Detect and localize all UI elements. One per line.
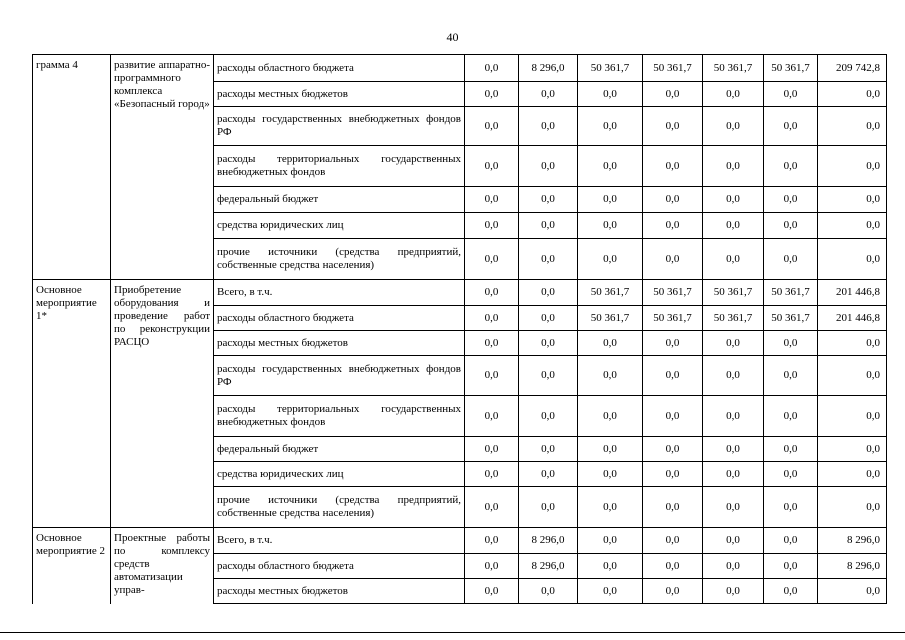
year-value-cell: 0,0 — [465, 528, 519, 554]
total-cell: 201 446,8 — [818, 280, 887, 306]
year-value-cell: 0,0 — [578, 356, 643, 396]
year-value-cell: 0,0 — [764, 528, 818, 554]
total-cell: 8 296,0 — [818, 528, 887, 554]
year-value-cell: 0,0 — [578, 187, 643, 213]
year-value-cell: 0,0 — [465, 239, 519, 280]
year-value-cell: 0,0 — [519, 462, 578, 487]
year-value-cell: 0,0 — [643, 396, 703, 437]
year-value-cell: 0,0 — [703, 462, 764, 487]
year-value-cell: 50 361,7 — [703, 55, 764, 82]
year-value-cell: 0,0 — [643, 554, 703, 579]
year-value-cell: 0,0 — [703, 554, 764, 579]
year-value-cell: 0,0 — [703, 528, 764, 554]
year-value-cell: 0,0 — [465, 306, 519, 331]
year-value-cell: 0,0 — [465, 82, 519, 107]
year-value-cell: 50 361,7 — [764, 280, 818, 306]
year-value-cell: 0,0 — [465, 437, 519, 462]
total-cell: 201 446,8 — [818, 306, 887, 331]
budget-table — [32, 54, 887, 604]
page-number: 40 — [446, 30, 459, 44]
year-value-cell: 50 361,7 — [578, 55, 643, 82]
year-value-cell: 0,0 — [764, 462, 818, 487]
year-value-cell: 0,0 — [465, 146, 519, 187]
year-value-cell: 0,0 — [519, 146, 578, 187]
year-value-cell: 0,0 — [764, 82, 818, 107]
year-value-cell: 0,0 — [764, 396, 818, 437]
table-row — [33, 55, 887, 82]
year-value-cell: 0,0 — [519, 82, 578, 107]
year-value-cell: 0,0 — [764, 356, 818, 396]
year-value-cell: 0,0 — [578, 579, 643, 604]
total-cell: 0,0 — [818, 462, 887, 487]
year-value-cell: 0,0 — [578, 462, 643, 487]
year-value-cell: 8 296,0 — [519, 528, 578, 554]
total-cell: 0,0 — [818, 107, 887, 146]
year-value-cell: 0,0 — [703, 579, 764, 604]
year-value-cell: 50 361,7 — [764, 55, 818, 82]
table-row — [33, 528, 887, 554]
year-value-cell: 50 361,7 — [764, 306, 818, 331]
year-value-cell: 0,0 — [643, 187, 703, 213]
year-value-cell: 0,0 — [643, 487, 703, 528]
year-value-cell: 0,0 — [764, 554, 818, 579]
funding-source: расходы территориальных государственных внебюджетных фондов — [214, 396, 465, 437]
year-value-cell: 0,0 — [643, 146, 703, 187]
year-value-cell: 0,0 — [519, 306, 578, 331]
total-cell: 0,0 — [818, 213, 887, 239]
year-value-cell: 0,0 — [578, 396, 643, 437]
year-value-cell: 0,0 — [764, 213, 818, 239]
year-value-cell: 0,0 — [764, 107, 818, 146]
year-value-cell: 0,0 — [703, 396, 764, 437]
year-value-cell: 0,0 — [703, 356, 764, 396]
year-value-cell: 0,0 — [519, 213, 578, 239]
year-value-cell: 0,0 — [578, 331, 643, 356]
year-value-cell: 0,0 — [703, 487, 764, 528]
total-cell: 0,0 — [818, 356, 887, 396]
measure-description: Приобретение оборудования и проведение работ по реконструкции РАСЦО — [111, 280, 214, 528]
funding-source: расходы местных бюджетов — [214, 331, 465, 356]
year-value-cell: 0,0 — [764, 579, 818, 604]
year-value-cell: 0,0 — [519, 396, 578, 437]
year-value-cell: 0,0 — [703, 213, 764, 239]
year-value-cell: 0,0 — [519, 107, 578, 146]
total-cell: 0,0 — [818, 187, 887, 213]
year-value-cell: 0,0 — [465, 187, 519, 213]
measure-label: грамма 4 — [33, 55, 111, 280]
year-value-cell: 0,0 — [519, 356, 578, 396]
year-value-cell: 0,0 — [703, 82, 764, 107]
year-value-cell: 0,0 — [465, 554, 519, 579]
year-value-cell: 0,0 — [578, 554, 643, 579]
year-value-cell: 50 361,7 — [703, 306, 764, 331]
funding-source: расходы областного бюджета — [214, 55, 465, 82]
year-value-cell: 0,0 — [643, 82, 703, 107]
year-value-cell: 0,0 — [465, 396, 519, 437]
year-value-cell: 0,0 — [643, 579, 703, 604]
year-value-cell: 0,0 — [643, 107, 703, 146]
year-value-cell: 0,0 — [519, 579, 578, 604]
year-value-cell: 0,0 — [764, 331, 818, 356]
year-value-cell: 0,0 — [643, 213, 703, 239]
year-value-cell: 50 361,7 — [643, 55, 703, 82]
year-value-cell: 0,0 — [764, 187, 818, 213]
funding-source: расходы государственных внебюджетных фондов РФ — [214, 107, 465, 146]
year-value-cell: 0,0 — [465, 331, 519, 356]
year-value-cell: 0,0 — [578, 487, 643, 528]
funding-source: прочие источники (средства предприятий, собственные средства населения) — [214, 239, 465, 280]
year-value-cell: 0,0 — [578, 239, 643, 280]
funding-source: расходы местных бюджетов — [214, 82, 465, 107]
scan-edge-line — [0, 632, 905, 633]
measure-label: Основное мероприятие 1* — [33, 280, 111, 528]
total-cell: 0,0 — [818, 331, 887, 356]
total-cell: 0,0 — [818, 437, 887, 462]
year-value-cell: 0,0 — [578, 437, 643, 462]
year-value-cell: 0,0 — [465, 579, 519, 604]
year-value-cell: 0,0 — [465, 487, 519, 528]
funding-source: прочие источники (средства предприятий, собственные средства населения) — [214, 487, 465, 528]
total-cell: 0,0 — [818, 487, 887, 528]
page-frame-right — [886, 54, 887, 600]
year-value-cell: 0,0 — [764, 239, 818, 280]
total-cell: 209 742,8 — [818, 55, 887, 82]
funding-source: федеральный бюджет — [214, 437, 465, 462]
funding-source: расходы государственных внебюджетных фондов РФ — [214, 356, 465, 396]
measure-description: Проектные работы по комплексу средств автоматизации управ- — [111, 528, 214, 604]
year-value-cell: 0,0 — [703, 187, 764, 213]
year-value-cell: 0,0 — [703, 331, 764, 356]
year-value-cell: 50 361,7 — [703, 280, 764, 306]
funding-source: расходы территориальных государственных внебюджетных фондов — [214, 146, 465, 187]
year-value-cell: 0,0 — [465, 213, 519, 239]
year-value-cell: 0,0 — [519, 239, 578, 280]
year-value-cell: 0,0 — [703, 239, 764, 280]
year-value-cell: 0,0 — [703, 437, 764, 462]
year-value-cell: 50 361,7 — [643, 306, 703, 331]
funding-source: Всего, в т.ч. — [214, 528, 465, 554]
funding-source: федеральный бюджет — [214, 187, 465, 213]
year-value-cell: 0,0 — [643, 462, 703, 487]
year-value-cell: 0,0 — [578, 528, 643, 554]
year-value-cell: 0,0 — [703, 146, 764, 187]
year-value-cell: 0,0 — [519, 437, 578, 462]
total-cell: 0,0 — [818, 82, 887, 107]
year-value-cell: 0,0 — [643, 528, 703, 554]
year-value-cell: 0,0 — [764, 146, 818, 187]
year-value-cell: 50 361,7 — [578, 280, 643, 306]
total-cell: 0,0 — [818, 146, 887, 187]
year-value-cell: 0,0 — [519, 280, 578, 306]
funding-source: средства юридических лиц — [214, 462, 465, 487]
year-value-cell: 0,0 — [578, 82, 643, 107]
measure-label: Основное мероприятие 2 — [33, 528, 111, 604]
year-value-cell: 8 296,0 — [519, 55, 578, 82]
total-cell: 0,0 — [818, 239, 887, 280]
funding-source: Всего, в т.ч. — [214, 280, 465, 306]
table-row — [33, 280, 887, 306]
year-value-cell: 0,0 — [519, 487, 578, 528]
year-value-cell: 0,0 — [465, 107, 519, 146]
year-value-cell: 0,0 — [519, 187, 578, 213]
measure-description: развитие аппаратно-программного комплекса «Безопасный город» — [111, 55, 214, 280]
year-value-cell: 0,0 — [578, 146, 643, 187]
year-value-cell: 0,0 — [465, 356, 519, 396]
funding-source: расходы областного бюджета — [214, 554, 465, 579]
year-value-cell: 0,0 — [465, 462, 519, 487]
funding-source: средства юридических лиц — [214, 213, 465, 239]
year-value-cell: 0,0 — [643, 331, 703, 356]
year-value-cell: 0,0 — [764, 437, 818, 462]
year-value-cell: 0,0 — [643, 356, 703, 396]
year-value-cell: 0,0 — [465, 280, 519, 306]
year-value-cell: 0,0 — [578, 107, 643, 146]
year-value-cell: 0,0 — [764, 487, 818, 528]
year-value-cell: 0,0 — [578, 213, 643, 239]
funding-source: расходы областного бюджета — [214, 306, 465, 331]
year-value-cell: 50 361,7 — [643, 280, 703, 306]
total-cell: 8 296,0 — [818, 554, 887, 579]
budget-table-body — [33, 55, 887, 604]
total-cell: 0,0 — [818, 579, 887, 604]
year-value-cell: 0,0 — [519, 331, 578, 356]
total-cell: 0,0 — [818, 396, 887, 437]
year-value-cell: 0,0 — [643, 239, 703, 280]
year-value-cell: 50 361,7 — [578, 306, 643, 331]
year-value-cell: 0,0 — [703, 107, 764, 146]
year-value-cell: 8 296,0 — [519, 554, 578, 579]
funding-source: расходы местных бюджетов — [214, 579, 465, 604]
year-value-cell: 0,0 — [465, 55, 519, 82]
year-value-cell: 0,0 — [643, 437, 703, 462]
